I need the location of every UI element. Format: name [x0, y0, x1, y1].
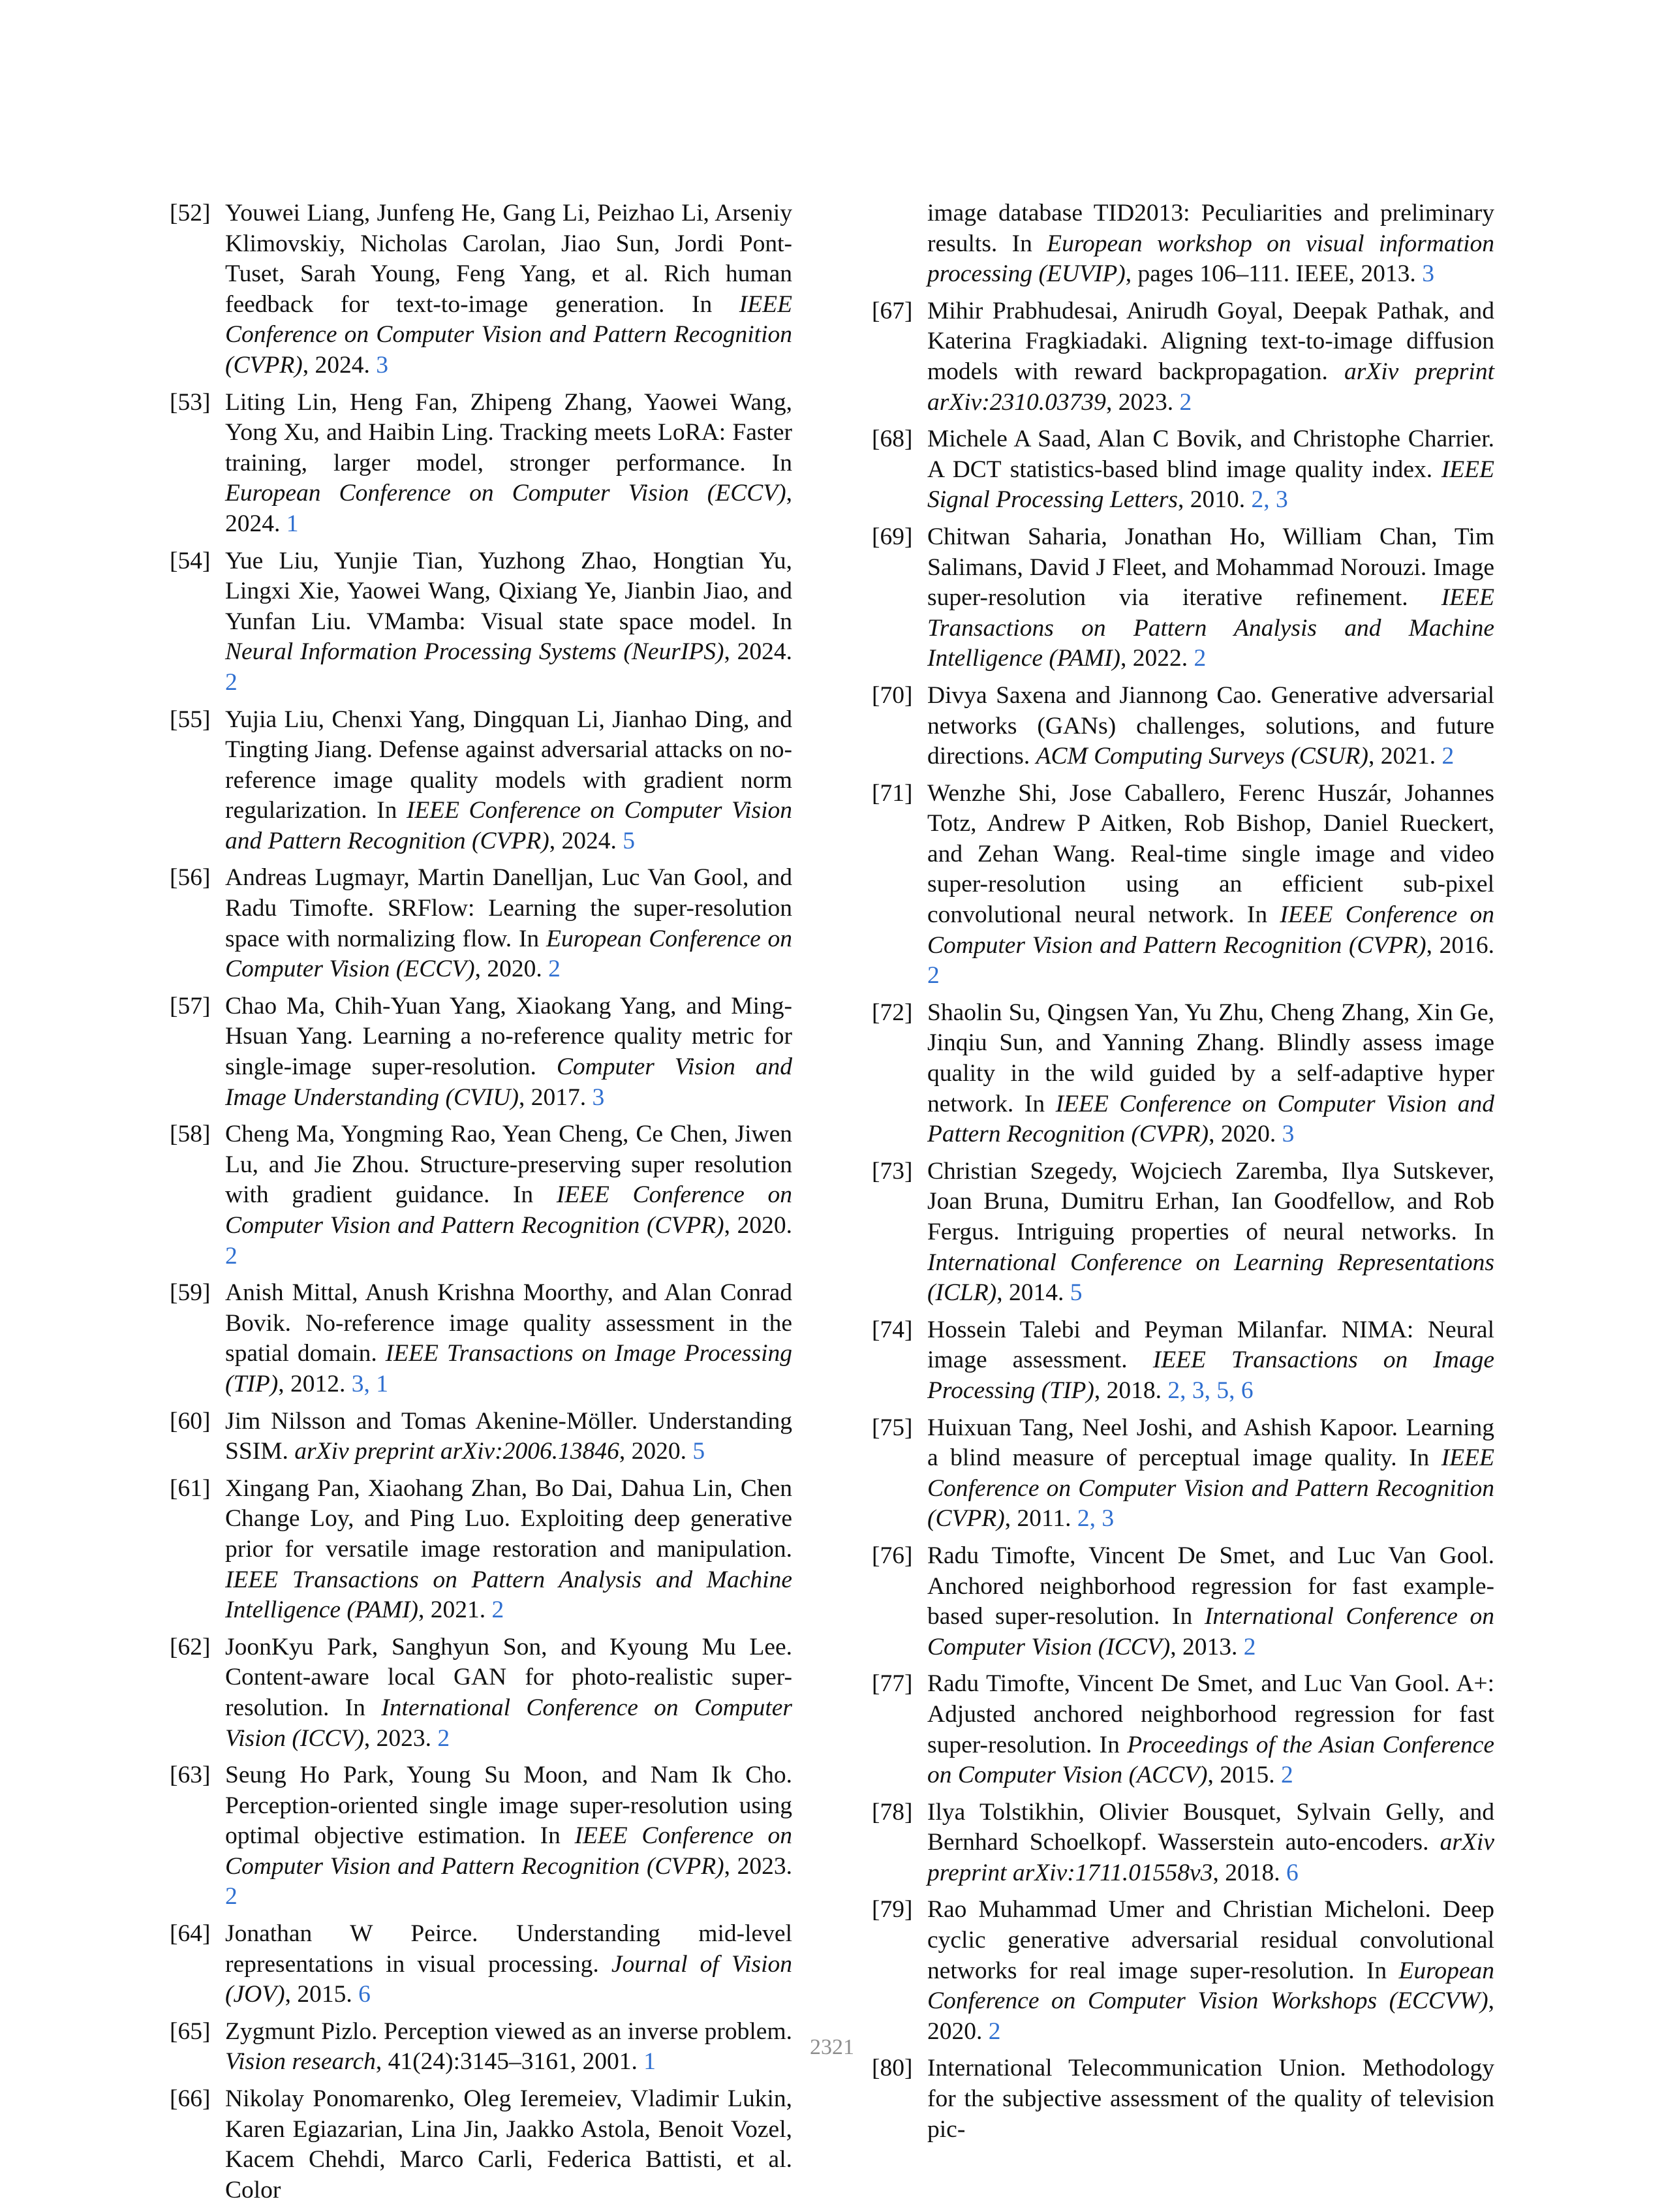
reference-year: , 2016.: [1426, 931, 1494, 959]
reference-text: Anish Mittal, Anush Krishna Moorthy, and Alan Conrad Bovik. No-reference image quality assessment in the spatial domain.: [225, 1279, 792, 1367]
reference-year: , 41(24):3145–3161, 2001.: [375, 2048, 644, 2076]
reference-venue: International Conference on Computer Vision (ICCV): [225, 1694, 792, 1752]
reference-venue: IEEE Conference on Computer Vision and Pattern Recognition (CVPR): [225, 1822, 792, 1880]
reference-number: [68]: [872, 426, 913, 453]
citation-backlink[interactable]: 2: [225, 668, 238, 696]
reference-year: , 2020.: [927, 1987, 1494, 2045]
reference-number: [76]: [872, 1542, 913, 1569]
reference-text: Radu Timofte, Vincent De Smet, and Luc Van Gool. Anchored neighborhood regression for fast example-based super-resolution. In: [927, 1542, 1494, 1630]
citation-backlink[interactable]: 2: [927, 962, 940, 989]
reference-year: , pages 106–111. IEEE, 2013.: [1125, 260, 1423, 288]
reference-number: [61]: [170, 1474, 211, 1502]
reference-number: [69]: [872, 523, 913, 550]
reference-venue: arXiv preprint arXiv:2310.03739: [927, 358, 1494, 416]
reference-entry: [170, 1632, 792, 1754]
reference-venue: Neural Information Processing Systems (NeurIPS): [225, 638, 724, 666]
reference-year: , 2012.: [278, 1370, 352, 1397]
reference-year: , 2023.: [1105, 388, 1180, 416]
reference-entry: [170, 2084, 792, 2205]
citation-backlink[interactable]: 3: [1282, 1121, 1295, 1148]
right-reference-column: [872, 198, 1494, 2151]
reference-year: , 2023.: [363, 1724, 438, 1752]
citation-backlink[interactable]: 5: [692, 1438, 705, 1465]
citation-backlink[interactable]: 1: [286, 510, 299, 537]
reference-venue: IEEE Transactions on Image Processing (TIP): [225, 1340, 792, 1397]
reference-venue: Proceedings of the Asian Conference on Computer Vision (ACCV): [927, 1731, 1494, 1789]
reference-entry: [872, 1157, 1494, 1309]
reference-year: , 2020.: [724, 1212, 792, 1239]
reference-venue: European Conference on Computer Vision (ECCV): [225, 925, 792, 983]
citation-backlink[interactable]: 6: [1286, 1859, 1299, 1886]
reference-text: Chao Ma, Chih-Yuan Yang, Xiaokang Yang, and Ming-Hsuan Yang. Learning a no-reference quality metric for single-image super-resolution.: [225, 992, 792, 1081]
reference-text: Youwei Liang, Junfeng He, Gang Li, Peizhao Li, Arseniy Klimovskiy, Nicholas Carolan, Jiao Sun, Jordi Pont-Tuset, Sarah Young, Feng Yang, et al. Rich human feedback for text-to-image generation. In: [225, 200, 792, 318]
reference-number: [58]: [170, 1121, 211, 1148]
citation-backlink[interactable]: 3, 1: [351, 1370, 388, 1397]
reference-entry: [170, 991, 792, 1113]
reference-text: Liting Lin, Heng Fan, Zhipeng Zhang, Yaowei Wang, Yong Xu, and Haibin Ling. Tracking meets LoRA: Faster training, larger model, stronger performance. In: [225, 388, 792, 476]
reference-text: JoonKyu Park, Sanghyun Son, and Kyoung Mu Lee. Content-aware local GAN for photo-realistic super-resolution. In: [225, 1633, 792, 1721]
reference-year: , 2024.: [302, 351, 377, 379]
reference-year: , 2020.: [1209, 1121, 1282, 1148]
page-number: 2321: [810, 2035, 854, 2059]
reference-year: , 2011.: [1004, 1505, 1077, 1533]
reference-entry: [872, 1413, 1494, 1534]
reference-venue: European Conference on Computer Vision Workshops (ECCVW): [927, 1957, 1494, 2015]
reference-number: [80]: [872, 2055, 913, 2082]
citation-backlink[interactable]: 2: [1441, 743, 1455, 770]
citation-backlink[interactable]: 2, 3: [1251, 486, 1288, 514]
reference-venue: IEEE Signal Processing Letters: [927, 456, 1494, 514]
citation-backlink[interactable]: 3: [376, 351, 388, 379]
citation-backlink[interactable]: 2: [225, 1883, 238, 1910]
reference-number: [74]: [872, 1316, 913, 1343]
citation-backlink[interactable]: 2: [1281, 1762, 1293, 1789]
citation-backlink[interactable]: 2: [548, 956, 561, 983]
reference-year: , 2021.: [1368, 743, 1442, 770]
reference-entry: [170, 546, 792, 698]
reference-entry: [872, 1315, 1494, 1407]
reference-venue: IEEE Conference on Computer Vision and Pattern Recognition (CVPR): [927, 1090, 1494, 1148]
reference-year: , 2018.: [1094, 1377, 1168, 1404]
reference-number: [59]: [170, 1279, 211, 1307]
citation-backlink[interactable]: 3: [1422, 260, 1434, 288]
reference-entry: [872, 424, 1494, 516]
reference-year: , 2017.: [518, 1083, 593, 1111]
reference-venue: arXiv preprint arXiv:2006.13846: [294, 1438, 619, 1465]
reference-venue: IEEE Conference on Computer Vision and Pattern Recognition (CVPR): [927, 901, 1495, 959]
reference-entry: [872, 1541, 1494, 1662]
reference-venue: European workshop on visual information processing (EUVIP): [927, 230, 1494, 288]
reference-text: Ilya Tolstikhin, Olivier Bousquet, Sylvain Gelly, and Bernhard Schoelkopf. Wasserstein auto-encoders.: [927, 1798, 1494, 1856]
reference-entry: [872, 2053, 1494, 2145]
reference-text: Zygmunt Pizlo. Perception viewed as an inverse problem.: [225, 2017, 792, 2045]
reference-text: Huixuan Tang, Neel Joshi, and Ashish Kapoor. Learning a blind measure of perceptual image quality. In: [927, 1414, 1494, 1472]
reference-text: Nikolay Ponomarenko, Oleg Ieremeiev, Vladimir Lukin, Karen Egiazarian, Lina Jin, Jaakko Astola, Benoit Vozel, Kacem Chehdi, Marco Carli, Federica Battisti, et al. Color: [225, 2085, 792, 2204]
reference-entry: [872, 998, 1494, 1150]
reference-number: [77]: [872, 1670, 913, 1698]
reference-entry: [872, 681, 1494, 772]
reference-year: , 2024.: [225, 480, 792, 537]
reference-number: [57]: [170, 992, 211, 1020]
reference-continuation: [872, 198, 1494, 290]
reference-year: , 2013.: [1170, 1633, 1244, 1660]
citation-backlink[interactable]: 2, 3, 5, 6: [1167, 1377, 1254, 1404]
reference-number: [72]: [872, 999, 913, 1026]
reference-year: , 2024.: [549, 827, 623, 854]
reference-number: [56]: [170, 864, 211, 892]
reference-text: Chitwan Saharia, Jonathan Ho, William Chan, Tim Salimans, David J Fleet, and Mohammad Norouzi. Image super-resolution via iterative refinement.: [927, 523, 1494, 612]
reference-venue: International Conference on Learning Representations (ICLR): [927, 1249, 1494, 1307]
reference-venue: International Conference on Computer Vision (ICCV): [927, 1603, 1494, 1660]
citation-backlink[interactable]: 2, 3: [1077, 1505, 1115, 1533]
citation-backlink[interactable]: 2: [1243, 1633, 1256, 1660]
citation-backlink[interactable]: 2: [1194, 645, 1207, 672]
reference-entry: [872, 1895, 1494, 2047]
citation-backlink[interactable]: 1: [643, 2048, 656, 2076]
reference-entry: [170, 198, 792, 381]
reference-number: [63]: [170, 1762, 211, 1789]
reference-venue: ACM Computing Surveys (CSUR): [1036, 743, 1368, 770]
citation-backlink[interactable]: 5: [623, 827, 636, 854]
reference-venue: Vision research: [225, 2048, 376, 2076]
citation-backlink[interactable]: 2: [225, 1242, 238, 1270]
reference-entry: [170, 1278, 792, 1399]
reference-entry: [872, 522, 1494, 674]
reference-text: Michele A Saad, Alan C Bovik, and Christophe Charrier. A DCT statistics-based blind image quality index.: [927, 426, 1494, 483]
citation-backlink[interactable]: 2: [491, 1597, 504, 1624]
reference-entry: [170, 1407, 792, 1467]
reference-year: , 2015.: [285, 1981, 359, 2008]
reference-number: [66]: [170, 2085, 211, 2113]
reference-number: [67]: [872, 297, 913, 324]
reference-number: [52]: [170, 200, 211, 226]
reference-number: [53]: [170, 388, 211, 416]
reference-number: [62]: [170, 1633, 211, 1660]
reference-text: Rao Muhammad Umer and Christian Micheloni. Deep cyclic generative adversarial residual convolutional networks for real image super-resolution. In: [927, 1896, 1494, 1984]
reference-number: [75]: [872, 1414, 913, 1441]
reference-text: Divya Saxena and Jiannong Cao. Generative adversarial networks (GANs) challenges, solutions, and future directions.: [927, 681, 1494, 770]
reference-text: image database TID2013: Peculiarities and preliminary results. In: [927, 200, 1494, 257]
reference-venue: IEEE Transactions on Image Processing (TIP): [927, 1347, 1494, 1404]
reference-entry: [872, 1669, 1494, 1790]
reference-number: [64]: [170, 1920, 211, 1948]
reference-text: Shaolin Su, Qingsen Yan, Yu Zhu, Cheng Zhang, Xin Ge, Jinqiu Sun, and Yanning Zhang. Blindly assess image quality in the wild guided by a self-adaptive hyper network. In: [927, 999, 1494, 1117]
citation-backlink[interactable]: 6: [358, 1981, 371, 2008]
reference-text: Jonathan W Peirce. Understanding mid-level representations in visual processing.: [225, 1920, 792, 1978]
reference-venue: IEEE Conference on Computer Vision and Pattern Recognition (CVPR): [927, 1444, 1494, 1533]
reference-entry: [170, 1760, 792, 1912]
reference-venue: IEEE Conference on Computer Vision and Pattern Recognition (CVPR): [225, 797, 792, 854]
reference-venue: European Conference on Computer Vision (ECCV): [225, 480, 786, 507]
reference-entry: [170, 705, 792, 857]
reference-text: Andreas Lugmayr, Martin Danelljan, Luc Van Gool, and Radu Timofte. SRFlow: Learning the super-resolution space with normalizing flow. In: [225, 864, 792, 952]
citation-backlink[interactable]: 2: [1179, 388, 1192, 416]
reference-text: International Telecommunication Union. Methodology for the subjective assessment of the quality of television pic-: [927, 2055, 1494, 2143]
reference-number: [70]: [872, 681, 913, 709]
citation-backlink[interactable]: 5: [1070, 1279, 1083, 1307]
reference-entry: [170, 1919, 792, 2010]
reference-number: [60]: [170, 1407, 211, 1435]
reference-text: Xingang Pan, Xiaohang Zhan, Bo Dai, Dahua Lin, Chen Change Loy, and Ping Luo. Exploiting deep generative prior for versatile image restoration and manipulation.: [225, 1474, 792, 1563]
reference-year: , 2022.: [1120, 645, 1194, 672]
reference-year: , 2018.: [1212, 1859, 1286, 1886]
reference-venue: IEEE Conference on Computer Vision and Pattern Recognition (CVPR): [225, 290, 792, 379]
reference-number: [73]: [872, 1157, 913, 1185]
reference-year: , 2014.: [996, 1279, 1070, 1307]
reference-text: Hossein Talebi and Peyman Milanfar. NIMA: Neural image assessment.: [927, 1316, 1494, 1374]
citation-backlink[interactable]: 3: [592, 1083, 605, 1111]
reference-number: [79]: [872, 1896, 913, 1924]
reference-year: , 2020.: [619, 1438, 693, 1465]
reference-entry: [170, 1119, 792, 1271]
reference-year: , 2021.: [418, 1597, 492, 1624]
citation-backlink[interactable]: 2: [437, 1724, 450, 1752]
reference-venue: Computer Vision and Image Understanding (CVIU): [225, 1053, 792, 1111]
reference-number: [65]: [170, 2017, 211, 2045]
reference-year: , 2024.: [724, 638, 793, 666]
reference-entry: [872, 296, 1494, 418]
reference-text: Jim Nilsson and Tomas Akenine-Möller. Understanding SSIM.: [225, 1407, 792, 1465]
left-reference-column: [170, 198, 792, 2212]
reference-entry: [170, 388, 792, 540]
reference-text: Seung Ho Park, Young Su Moon, and Nam Ik Cho. Perception-oriented single image super-resolution using optimal objective estimation. In: [225, 1762, 792, 1850]
reference-number: [78]: [872, 1798, 913, 1826]
citation-backlink[interactable]: 2: [988, 2017, 1001, 2045]
reference-text: Christian Szegedy, Wojciech Zaremba, Ilya Sutskever, Joan Bruna, Dumitru Erhan, Ian Goodfellow, and Rob Fergus. Intriguing properties of neural networks. In: [927, 1157, 1494, 1245]
reference-entry: [872, 779, 1494, 991]
reference-text: Cheng Ma, Yongming Rao, Yean Cheng, Ce Chen, Jiwen Lu, and Jie Zhou. Structure-preserving super resolution with gradient guidance. In: [225, 1121, 792, 1209]
reference-text: Mihir Prabhudesai, Anirudh Goyal, Deepak Pathak, and Katerina Fragkiadaki. Aligning text-to-image diffusion models with reward backpropagation.: [927, 297, 1494, 385]
reference-entry: [872, 1798, 1494, 1889]
reference-text: Yue Liu, Yunjie Tian, Yuzhong Zhao, Hongtian Yu, Lingxi Xie, Yaowei Wang, Qixiang Ye, Jianbin Jiao, and Yunfan Liu. VMamba: Visual state space model. In: [225, 547, 792, 635]
reference-venue: IEEE Transactions on Pattern Analysis and Machine Intelligence (PAMI): [225, 1566, 792, 1624]
reference-venue: IEEE Conference on Computer Vision and Pattern Recognition (CVPR): [225, 1181, 792, 1239]
reference-year: , 2023.: [724, 1852, 792, 1880]
reference-number: [71]: [872, 779, 913, 807]
reference-year: , 2015.: [1207, 1762, 1281, 1789]
reference-entry: [170, 863, 792, 984]
reference-number: [55]: [170, 706, 211, 733]
reference-text: Yujia Liu, Chenxi Yang, Dingquan Li, Jianhao Ding, and Tingting Jiang. Defense against adversarial attacks on no-reference image quality models with gradient norm regularization. In: [225, 706, 792, 824]
reference-entry: [170, 1474, 792, 1626]
reference-number: [54]: [170, 547, 211, 574]
reference-year: , 2010.: [1178, 486, 1252, 514]
reference-venue: Journal of Vision (JOV): [225, 1950, 792, 2008]
reference-year: , 2020.: [474, 956, 549, 983]
reference-venue: arXiv preprint arXiv:1711.01558v3: [927, 1829, 1494, 1886]
reference-text: Radu Timofte, Vincent De Smet, and Luc Van Gool. A+: Adjusted anchored neighborhood regression for fast super-resolution. In: [927, 1670, 1494, 1758]
reference-text: Wenzhe Shi, Jose Caballero, Ferenc Huszár, Johannes Totz, Andrew P Aitken, Rob Bishop, Daniel Rueckert, and Zehan Wang. Real-time single image and video super-resolution using an efficient sub-pixel convolutional neural network. In: [927, 779, 1494, 929]
reference-venue: IEEE Transactions on Pattern Analysis and Machine Intelligence (PAMI): [927, 584, 1494, 672]
